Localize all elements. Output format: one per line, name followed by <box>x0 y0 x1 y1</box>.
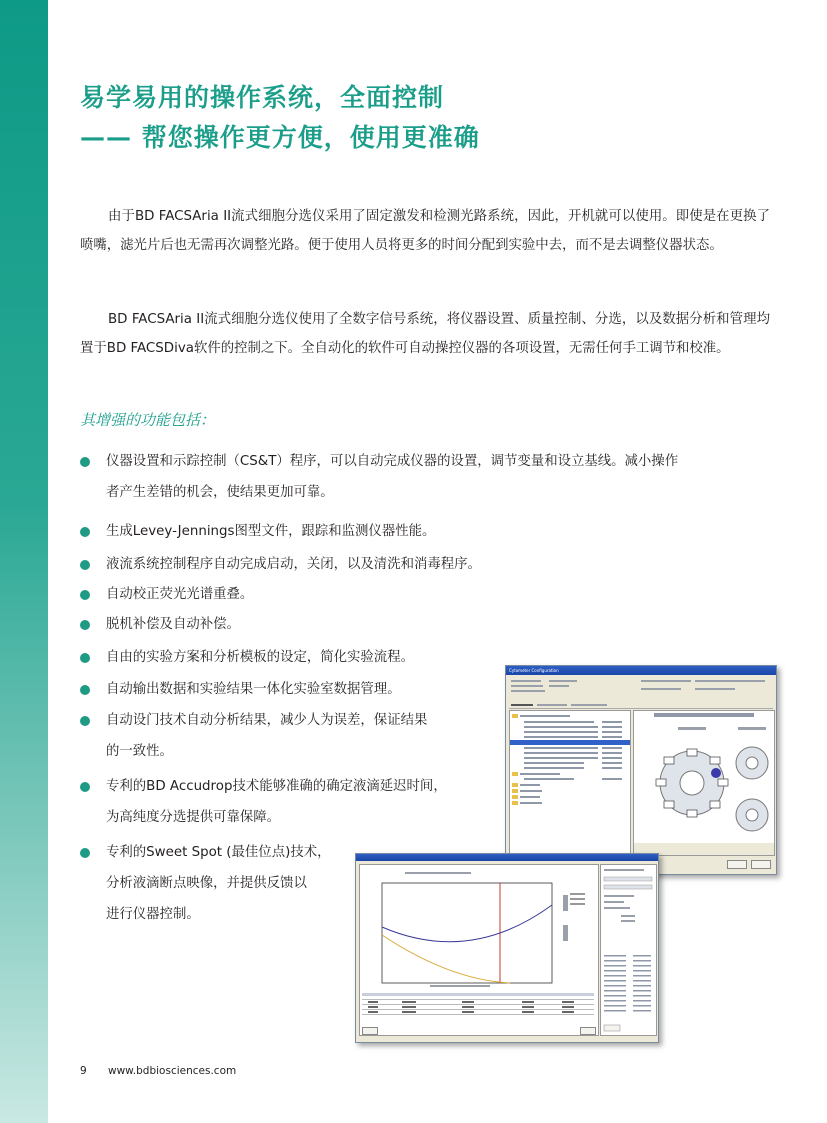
sweet-spot-screenshot <box>355 853 659 1043</box>
feature-item-text: 者产生差错的机会，使结果更加可靠。 <box>106 485 334 500</box>
bullet-dot-icon <box>80 653 90 663</box>
feature-item-text: 液流系统控制程序自动完成启动，关闭，以及清洗和消毒程序。 <box>106 557 481 572</box>
feature-item-text: 生成Levey-Jennings图型文件，跟踪和监测仪器性能。 <box>106 524 436 539</box>
ok-button[interactable] <box>727 860 747 869</box>
window-title: Cytometer Configuration <box>509 668 559 673</box>
feature-item-text: 自动输出数据和实验结果一体化实验室数据管理。 <box>106 682 401 697</box>
results-table <box>362 993 594 1023</box>
settings-panel <box>600 864 657 1036</box>
feature-item-text: 专利的BD Accudrop技术能够准确的确定液滴延迟时间， <box>106 779 447 794</box>
intro-paragraph-1: 由于BD FACSAria II流式细胞分选仪采用了固定激发和检测光路系统，因此，开机就可以使用。即使是在更换了喷嘴，滤光片后也无需再次调整光路。便于使用人员将更多的时间分配到实验中去，而不是去调整仪器状态。 <box>80 209 770 253</box>
bullet-dot-icon <box>80 527 90 537</box>
plot-button-1[interactable] <box>362 1027 378 1035</box>
configuration-tree <box>509 710 631 856</box>
bullet-dot-icon <box>80 685 90 695</box>
feature-item <box>80 579 253 610</box>
feature-item-text: 脱机补偿及自动补偿。 <box>106 617 240 632</box>
feature-item-text: 分析液滴断点映像，并提供反馈以 <box>106 876 307 891</box>
feature-item <box>80 705 427 767</box>
configuration-form <box>509 678 773 700</box>
bullet-dot-icon <box>80 782 90 792</box>
bullet-dot-icon <box>80 457 90 467</box>
feature-item <box>80 674 401 705</box>
bullet-dot-icon <box>80 620 90 630</box>
feature-item <box>80 549 481 580</box>
feature-item-text: 专利的Sweet Spot (最佳位点)技术， <box>106 845 331 860</box>
bullet-dot-icon <box>80 560 90 570</box>
feature-item <box>80 771 447 833</box>
page-subtitle: —— 帮您操作更方便，使用更准确 <box>80 123 480 152</box>
cytometer-configuration-screenshot <box>505 665 777 875</box>
feature-item-text: 自动设门技术自动分析结果，减少人为误差，保证结果 <box>106 713 428 728</box>
cancel-button[interactable] <box>751 860 771 869</box>
page-number: 9 <box>80 1065 87 1077</box>
plot-button-2[interactable] <box>580 1027 596 1035</box>
feature-item <box>80 609 240 640</box>
plot-area <box>359 864 599 1036</box>
window-titlebar <box>506 666 776 675</box>
optical-layout-panel <box>633 710 775 856</box>
laser-detector-diagram <box>634 711 774 855</box>
bullet-dot-icon <box>80 716 90 726</box>
bullet-dot-icon <box>80 590 90 600</box>
website-link[interactable]: www.bdbiosciences.com <box>108 1065 237 1077</box>
feature-item-text: 为高纯度分选提供可靠保障。 <box>106 810 281 825</box>
feature-item <box>80 446 678 508</box>
page-title: 易学易用的操作系统，全面控制 <box>80 83 445 112</box>
feature-item-text: 仪器设置和示踪控制（CS&T）程序，可以自动完成仪器的设置，调节变量和设立基线。减小操作 <box>106 454 679 469</box>
feature-item-text: 自由的实验方案和分析模板的设定，简化实验流程。 <box>106 650 414 665</box>
intro-paragraph-2: BD FACSAria II流式细胞分选仪使用了全数字信号系统，将仪器设置、质量控制、分选，以及数据分析和管理均置于BD FACSDiva软件的控制之下。全自动化的软件可自动操控仪器的各项设置，无需任何手工调节和校准。 <box>80 312 770 356</box>
settings-fields <box>601 865 656 1035</box>
feature-item-text: 进行仪器控制。 <box>106 907 200 922</box>
drop-delay-curve-plot <box>360 865 598 990</box>
bullet-dot-icon <box>80 848 90 858</box>
configuration-tabs <box>509 702 773 709</box>
features-heading: 其增强的功能包括： <box>80 411 216 429</box>
window-titlebar <box>356 854 658 861</box>
feature-item <box>80 516 435 547</box>
feature-item <box>80 837 331 930</box>
feature-item <box>80 642 414 673</box>
feature-item-text: 自动校正荧光光谱重叠。 <box>106 587 254 602</box>
feature-item-text: 的一致性。 <box>106 744 173 759</box>
left-color-band <box>0 0 48 1123</box>
